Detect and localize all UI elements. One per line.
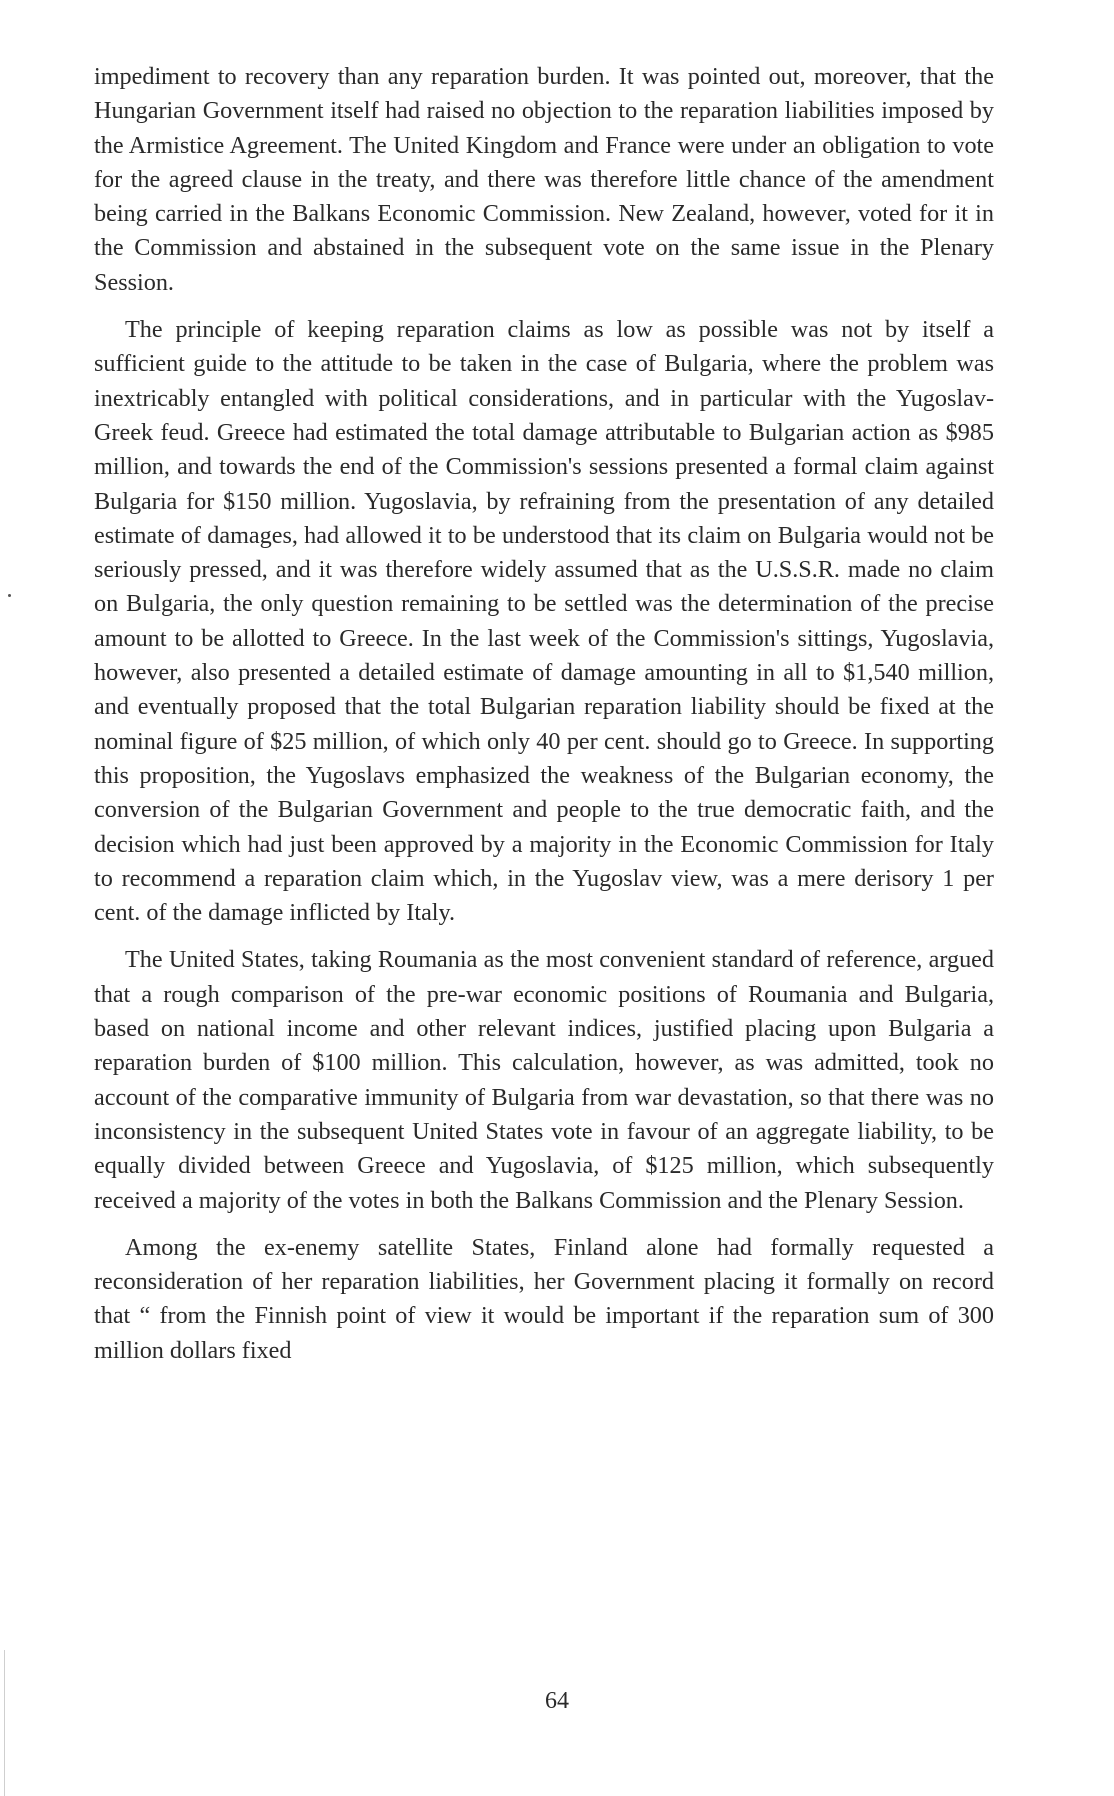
stray-ink-mark	[8, 594, 11, 597]
page-body	[94, 60, 994, 1368]
paragraph-united-states: The United States, taking Roumania as the most convenient standard of reference, argued that a rough comparison of the pre-war economic positions of Roumania and Bulgaria, based on national income and other relevant indices, justified placing upon Bulgaria a reparation burden of $100 million. This calculation, however, as was admitted, took no account of the comparative immunity of Bulgaria from war devastation, so that there was no inconsistency in the subsequent United States vote in favour of an aggregate liability, to be equally divided between Greece and Yugoslavia, of $125 million, which subsequently received a majority of the votes in both the Balkans Commission and the Plenary Session.	[94, 946, 994, 1214]
paragraph-bulgaria: The principle of keeping reparation claims as low as possible was not by itself a sufficient guide to the attitude to be taken in the case of Bulgaria, where the problem was inextricably entangled with political considerations, and in particular with the Yugoslav-Greek feud. Greece had estimated the total damage attributable to Bulgarian action as $985 million, and towards the end of the Commission's sessions presented a formal claim against Bulgaria for $150 million. Yugoslavia, by refraining from the presentation of any detailed estimate of damages, had allowed it to be understood that its claim on Bulgaria would not be seriously pressed, and it was therefore widely assumed that as the U.S.S.R. made no claim on Bulgaria, the only question remaining to be settled was the determination of the precise amount to be allotted to Greece. In the last week of the Commission's sittings, Yugoslavia, however, also presented a detailed estimate of damage amounting in all to $1,540 million, and eventually proposed that the total Bulgarian reparation liability should be fixed at the nominal figure of $25 million, of which only 40 per cent. should go to Greece. In supporting this proposition, the Yugoslavs emphasized the weakness of the Bulgarian economy, the conversion of the Bulgarian Government and people to the true democratic faith, and the decision which had just been approved by a majority in the Economic Commission for Italy to recommend a reparation claim which, in the Yugoslav view, was a mere derisory 1 per cent. of the damage inflicted by Italy.	[94, 316, 994, 927]
page-number: 64	[545, 1688, 569, 1714]
paragraph-finland: Among the ex-enemy satellite States, Finland alone had formally requested a reconsideration of her reparation liabilities, her Government placing it formally on record that “ from the Finnish point of view it would be important if the reparation sum of 300 million dollars fixed	[94, 1233, 994, 1364]
paragraph-hungary-continued: impediment to recovery than any reparation burden. It was pointed out, moreover, that the Hungarian Government itself had raised no objection to the reparation liabilities imposed by the Armistice Agreement. The United Kingdom and France were under an obligation to vote for the agreed clause in the treaty, and there was therefore little chance of the amendment being carried in the Balkans Economic Commission. New Zealand, however, voted for it in the Commission and abstained in the subsequent vote on the same issue in the Plenary Session.	[94, 63, 994, 296]
margin-rule	[4, 1650, 5, 1796]
